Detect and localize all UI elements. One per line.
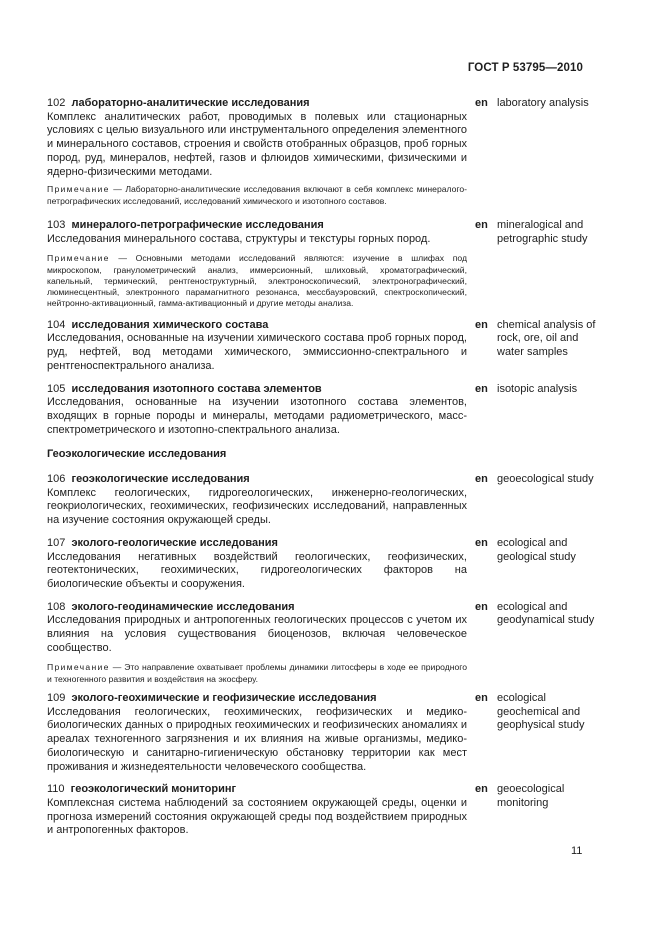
language-code: en — [475, 218, 488, 231]
page-content — [47, 97, 596, 838]
entry-definition: Комплекс аналитических работ, проводимых в полевых или стационарных условиях с целью визуального или инструментального определения элементного и минерального составов, строения и свойств отобранных образцов, проб горных пород, руд, минералов, нефтей, газов и флюидов химическими, физическими и ядерно-физическими методами. — [47, 110, 467, 178]
entry-105 — [47, 383, 587, 438]
language-code: en — [475, 692, 488, 705]
entry-term: геоэкологический мониторинг — [70, 783, 237, 796]
entry-number: 110 — [47, 783, 65, 796]
language-code: en — [475, 382, 488, 395]
language-code: en — [475, 536, 488, 549]
entry-number: 105 — [47, 382, 66, 395]
entry-number: 109 — [47, 692, 66, 705]
entry-number: 104 — [47, 318, 66, 331]
entry-term: лабораторно-аналитические исследования — [71, 97, 310, 109]
entry-number: 107 — [47, 536, 66, 549]
entry-note — [47, 662, 467, 685]
entry-definition: Комплексная система наблюдений за состоянием окружающей среды, оценки и прогноза измерений состояния окружающей среды под воздействием природных и антропогенных факторов. — [47, 796, 467, 837]
entry-104 — [47, 318, 596, 374]
english-equivalent: geoecological monitoring — [497, 783, 565, 809]
language-code: en — [475, 318, 488, 331]
entry-109 — [47, 692, 587, 774]
entry-definition: Исследования, основанные на изучении изотопного состава элементов, входящих в горные породы и минералы, методами радиометрического, масс-спектрометрического и изотопно-спектрального анализа. — [47, 396, 467, 436]
entry-definition: Исследования природных и антропогенных геологических процессов с учетом их влияния на условия существования биоценозов, включая человеческое сообщество. — [47, 614, 467, 654]
entry-106 — [47, 473, 594, 528]
entry-definition: Исследования негативных воздействий геологических, геофизических, геотектонических, геохимических, гидрогеологических факторов на биологические объекты и сооружения. — [47, 550, 467, 590]
english-equivalent: isotopic analysis — [497, 382, 578, 395]
note-text: — Это направление охватывает проблемы динамики литосферы в ходе ее природного и техногенного развития и воздействия на экосферу. — [47, 662, 467, 684]
entry-term: минералого-петрографические исследования — [71, 218, 324, 231]
entry-110 — [47, 783, 587, 838]
section-heading: Геоэкологические исследования — [47, 448, 227, 461]
entry-107 — [47, 537, 587, 592]
english-equivalent: ecological and geodynamical study — [497, 600, 595, 627]
entry-number: 108 — [47, 600, 66, 613]
entry-108 — [47, 600, 595, 685]
note-label: Примечание — [47, 184, 110, 195]
note-label: Примечание — [47, 662, 110, 673]
language-code: en — [475, 97, 488, 109]
english-equivalent: ecological and geological study — [497, 536, 576, 563]
entry-number: 106 — [47, 473, 66, 486]
note-text: — Основными методами исследований являются: изучение в шлифах под микроскопом, гранулометрический анализ, иммерсионный, шлиховый, хроматографический, капельный, термический, рентгеноструктурный, электроноскопический, электронографический, люминесцентный, электронного парамагнитного резонанса, мессбауэровский, спектроскопический, нейтронно-активационный, гамма-активационный и другие методы анализа. — [47, 253, 467, 309]
english-equivalent: mineralogical and petrographic study — [497, 218, 588, 245]
language-code: en — [475, 473, 488, 486]
entry-term: исследования химического состава — [71, 318, 269, 331]
entry-term: эколого-геохимические и геофизические исследования — [71, 692, 377, 705]
english-equivalent: ecological geochemical and geophysical study — [497, 692, 585, 732]
english-equivalent: chemical analysis of rock, ore, oil and water samples — [497, 318, 596, 359]
entry-term: геоэкологические исследования — [71, 473, 250, 486]
entry-102 — [47, 97, 587, 207]
entry-definition: Комплекс геологических, гидрогеологических, инженерно-геологических, геокриологических, геохимических, геофизических исследований, направленных на изучение состояния окружающей среды. — [47, 486, 467, 527]
entry-103 — [47, 219, 587, 310]
language-code: en — [475, 600, 488, 613]
note-label: Примечание — [47, 253, 110, 264]
english-equivalent: geoecological study — [497, 473, 594, 486]
page-number: 11 — [571, 845, 583, 857]
english-equivalent: laboratory analysis — [497, 97, 589, 109]
entry-definition: Исследования минерального состава, структуры и текстуры горных пород. — [47, 232, 431, 245]
entry-number: 102 — [47, 97, 66, 109]
entry-term: эколого-геодинамические исследования — [71, 600, 295, 613]
entry-number: 103 — [47, 218, 66, 231]
entry-definition: Исследования геологических, геохимических, геофизических и медико-биологических данных о природных геохимических и геофизических аномалиях и ареалах техногенного загрязнения и их влияния на живые организмы, медико-биологическую и санитарно-гигиеническую обстановку территории как мест проживания и жизнедеятельности человеческого сообщества. — [47, 705, 467, 773]
entry-note — [47, 184, 467, 207]
note-text: — Лабораторно-аналитические исследования включают в себя комплекс минералого-петрографических исследований, исследований химического и изотопного составов. — [47, 184, 467, 206]
document-id: ГОСТ Р 53795—2010 — [467, 62, 583, 74]
entry-definition: Исследования, основанные на изучении химического состава проб горных пород, руд, нефтей, вод методами химического, эммиссионно-спектрального и рентгеноспектрального анализа. — [47, 332, 467, 372]
language-code: en — [475, 783, 488, 796]
entry-term: исследования изотопного состава элементов — [71, 382, 322, 395]
entry-note — [47, 253, 467, 309]
entry-term: эколого-геологические исследования — [71, 536, 278, 549]
